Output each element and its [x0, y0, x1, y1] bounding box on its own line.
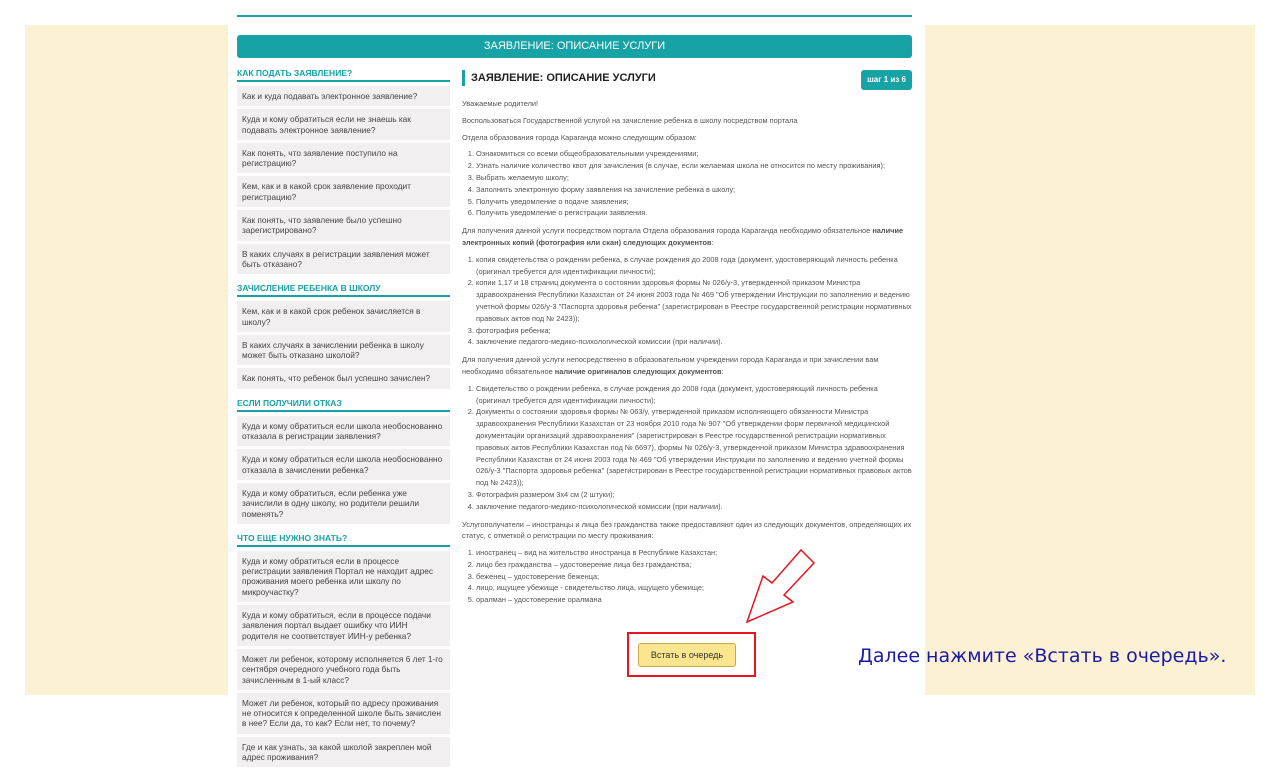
queue-button[interactable]: Встать в очередь [638, 643, 736, 667]
list-item: 3. Фотография размером 3х4 см (2 штуки); [476, 489, 912, 501]
list-item: 2. Узнать наличие количество квот для зачисления (в случае, если желаемая школа не относится по месту проживания); [476, 160, 912, 172]
faq-item[interactable]: Может ли ребенок, который по адресу проживания не относится к определенной школе быть зачислен в нее? Если да, то как? Если нет, то почему? [237, 693, 450, 734]
faq-item[interactable]: Как и куда подавать электронное заявление? [237, 86, 450, 106]
text: Уважаемые родители! [462, 99, 539, 108]
faq-item[interactable]: Куда и кому обратиться если школа необоснованно отказала в регистрации заявления? [237, 416, 450, 447]
faq-item[interactable]: Кем, как и в какой срок заявление проходит регистрацию? [237, 176, 450, 207]
page-header-bar: ЗАЯВЛЕНИЕ: ОПИСАНИЕ УСЛУГИ [237, 35, 912, 58]
list-item: 4. заключение педагого-медико-психологической комиссии (при наличии). [476, 336, 912, 348]
faq-item[interactable]: Как понять, что ребенок был успешно зачислен? [237, 368, 450, 388]
faq-item[interactable]: Куда и кому обратиться, если ребенка уже зачислили в одну школу, но родители решили поменять? [237, 483, 450, 524]
arrow-icon [747, 550, 814, 622]
list-item: 2. Документы о состоянии здоровья формы № 063/у, утвержденной приказом исполняющего обязанности Министра здравоохранения Республики Казахстан от 23 ноября 2010 года № 907 "Об утверждении форм первичной медицинской документации организаций здравоохранения" (зарегистрирован в Реестре государственной регистрации нормативных правовых актов Республики Казахстан под № 6697), формы № 026/у-3, утвержденной приказом Министра здравоохранения Республики Казахстан от 24 июня 2003 года № 469 "Об утверждении Инструкции по заполнению и ведению учетной формы 026/у-3 "Паспорта здоровья ребенка" (зарегистрирован в Реестре государственной регистрации нормативных правовых актов под № 2423)); [476, 406, 912, 489]
list-item: 3. Выбрать желаемую школу; [476, 172, 912, 184]
faq-group-title: ЗАЧИСЛЕНИЕ РЕБЕНКА В ШКОЛУ [237, 283, 450, 297]
faq-item[interactable]: В каких случаях в регистрации заявления может быть отказано? [237, 244, 450, 275]
faq-item[interactable]: Кем, как и в какой срок ребенок зачисляется в школу? [237, 301, 450, 332]
instruction-caption: Далее нажмите «Встать в очередь». [858, 645, 1227, 667]
step-badge: шаг 1 из 6 [861, 70, 912, 90]
text: : [711, 237, 714, 247]
list-item: 3. беженец – удостоверение беженца; [476, 571, 912, 583]
page-title: ЗАЯВЛЕНИЕ: ОПИСАНИЕ УСЛУГИ [462, 70, 912, 86]
faq-group-title: ЧТО ЕЩЕ НУЖНО ЗНАТЬ? [237, 533, 450, 547]
faq-group-title: ЕСЛИ ПОЛУЧИЛИ ОТКАЗ [237, 398, 450, 412]
faq-item[interactable]: Может ли ребенок, которому исполняется 6 лет 1-го сентября очередного учебного года быть зачисленным в 1-ый класс? [237, 649, 450, 690]
faq-item[interactable]: В каких случаях в зачислении ребенка в школу может быть отказано школой? [237, 335, 450, 366]
faq-item[interactable]: Куда и кому обратиться если не знаешь как подавать электронное заявление? [237, 109, 450, 140]
text: Отдела образования города Караганда можно следующим образом: [462, 132, 697, 142]
bold-text: наличие оригиналов следующих документов [554, 366, 722, 376]
list-item: 2. лицо без гражданства – удостоверение лица без гражданства; [476, 559, 912, 571]
list-item: 2. копии 1,17 и 18 страниц документа о состоянии здоровья формы № 026/у-3, утвержденной приказом Министра здравоохранения Республики Казахстан от 24 июня 2003 года № 469 "Об утверждении Инструкции по заполнению и ведению учетной формы 026/у-3 "Паспорта здоровья ребенка" (зарегистрирован в Реестре государственной регистрации нормативных правовых актов под № 2423)); [476, 277, 912, 324]
faq-item[interactable]: Куда и кому обратиться если школа необоснованно отказала в зачислении ребенка? [237, 449, 450, 480]
list-item: 5. оралман – удостоверение оралмана [476, 594, 912, 606]
list-item: 3. фотография ребенка; [476, 325, 912, 337]
text: : [721, 366, 724, 376]
list-item: 1. копия свидетельства о рождении ребенка, в случае рождения до 2008 года (документ, удостоверяющий личность ребенка (оригинал требуется для идентификации личности); [476, 254, 912, 278]
list-item: 4. заключение педагого-медико-психологической комиссии (при наличии). [476, 501, 912, 513]
faq-item[interactable]: Куда и кому обратиться, если в процессе подачи заявления портал выдает ошибку что ИИН родителя не соответствует ИИН-у ребенка? [237, 605, 450, 646]
list-item: 5. Получить уведомление о подаче заявления; [476, 196, 912, 208]
text: Воспользоваться Государственной услугой на зачисление ребенка в школу посредством портала [462, 115, 798, 125]
faq-item[interactable]: Как понять, что заявление поступило на регистрацию? [237, 143, 450, 174]
list-item: 1. иностранец – вид на жительство иностранца в Республике Казахстан; [476, 547, 912, 559]
text: Для получения данной услуги непосредственно в образовательном учреждении города Караганда и при зачислении вам необходимо обязательное [462, 355, 879, 376]
list-item: 1. Свидетельство о рождении ребенка, в случае рождения до 2008 года (документ, удостоверяющий личность ребенка (оригинал требуется для идентификации личности); [476, 383, 912, 407]
text: Услугополучатели – иностранцы и лица без гражданства также предоставляют один из следующих документов, определяющих их статус, с отметкой о регистрации по месту проживания: [462, 519, 912, 541]
list-item: 4. Заполнить электронную форму заявления на зачисление ребенка в школу; [476, 184, 912, 196]
faq-item[interactable]: Где и как узнать, за какой школой закреплен мой адрес проживания? [237, 737, 450, 768]
faq-group-title: КАК ПОДАТЬ ЗАЯВЛЕНИЕ? [237, 68, 450, 82]
bold-text: наличие электронных копий (фотография или скан) следующих документов [462, 226, 904, 247]
faq-item[interactable]: Как понять, что заявление было успешно зарегистрировано? [237, 210, 450, 241]
text: Для получения данной услуги посредством портала Отдела образования города Караганда необходимо обязательное [462, 226, 873, 236]
list-item: 1. Ознакомиться со всеми общеобразовательными учреждениями; [476, 148, 912, 160]
list-item: 6. Получить уведомление о регистрации заявления. [476, 207, 912, 219]
list-item: 4. лицо, ищущее убежище - свидетельство лица, ищущего убежище; [476, 582, 912, 594]
faq-item[interactable]: Куда и кому обратиться если в процессе регистрации заявления Портал не находит адрес проживания моего ребенка или школу по микроучастку? [237, 551, 450, 602]
